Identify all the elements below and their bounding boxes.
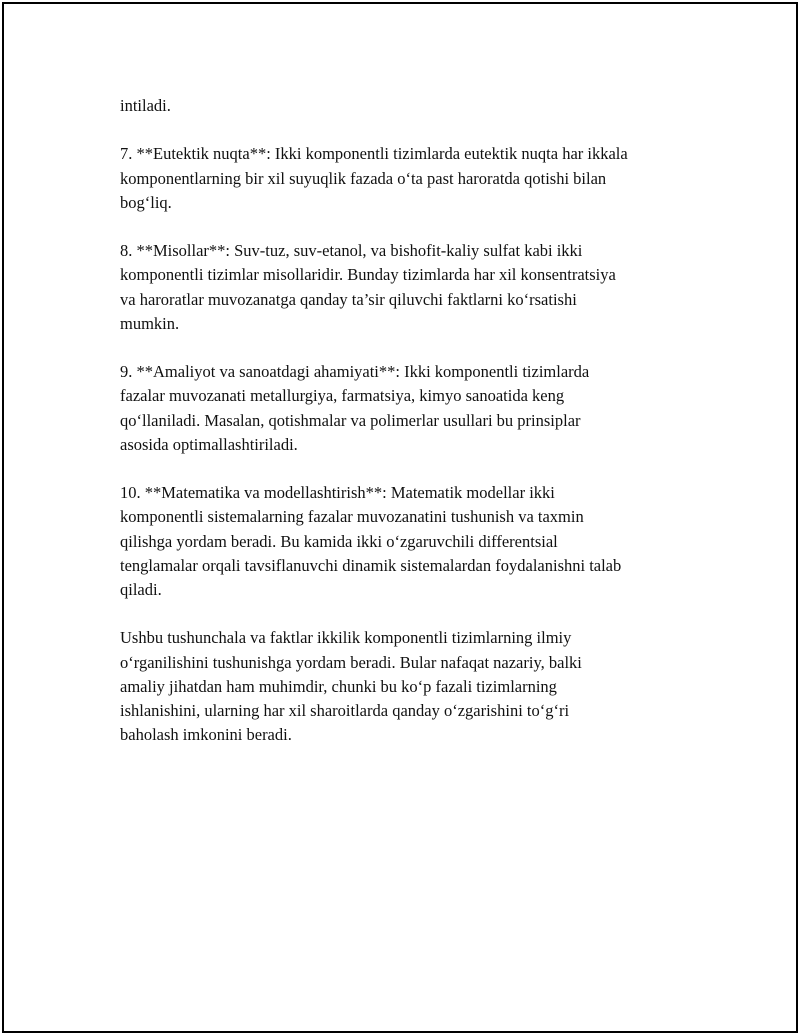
text-line: asosida optimallashtiriladi.: [120, 434, 298, 454]
paragraph-item-8: [120, 239, 690, 336]
text-line: 7. **Eutektik nuqta**: Ikki komponentli tizimlarda eutektik nuqta har ikkala: [120, 144, 628, 164]
text-line: bog‘liq.: [120, 192, 172, 212]
text-line: qiladi.: [120, 580, 162, 599]
text-line: tenglamalar orqali tavsiflanuvchi dinamik sistemalardan foydalanishni talab: [120, 555, 622, 575]
paragraph-item-7: [120, 142, 690, 215]
text-line: komponentlarning bir xil suyuqlik fazada o‘ta past haroratda qotishi bilan: [120, 168, 607, 188]
text-line: ishlanishini, ularning har xil sharoitlarda qanday o‘zgarishini to‘g‘ri: [120, 701, 570, 720]
text-line: mumkin.: [120, 313, 180, 333]
text-line: intiladi.: [120, 96, 171, 115]
text-line: baholash imkonini beradi.: [120, 725, 292, 745]
text-line: 10. **Matematika va modellashtirish**: Matematik modellar ikki: [120, 483, 555, 503]
paragraph-conclusion: [120, 626, 690, 747]
text-line: qo‘llaniladi. Masalan, qotishmalar va polimerlar usullari bu prinsiplar: [120, 410, 581, 430]
page-frame: [2, 2, 798, 1033]
text-line: o‘rganilishini tushunishga yordam beradi. Bular nafaqat nazariy, balki: [120, 652, 582, 672]
text-line: qilishga yordam beradi. Bu kamida ikki o‘zgaruvchili differentsial: [120, 531, 558, 551]
text-line: 9. **Amaliyot va sanoatdagi ahamiyati**: Ikki komponentli tizimlarda: [120, 362, 590, 382]
paragraph-item-9: [120, 360, 690, 457]
paragraph-item-10: [120, 481, 690, 602]
text-line: Ushbu tushunchala va faktlar ikkilik komponentli tizimlarning ilmiy: [120, 628, 572, 648]
text-line: va haroratlar muvozanatga qanday ta’sir qiluvchi faktlarni ko‘rsatishi: [120, 289, 577, 309]
text-line: fazalar muvozanati metallurgiya, farmatsiya, kimyo sanoatida keng: [120, 386, 565, 406]
document-body: [120, 94, 690, 772]
text-line: komponentli sistemalarning fazalar muvozanatini tushunish va taxmin: [120, 507, 584, 527]
paragraph-continuation: [120, 94, 690, 118]
text-line: komponentli tizimlar misollaridir. Bunday tizimlarda har xil konsentratsiya: [120, 265, 616, 285]
text-line: 8. **Misollar**: Suv-tuz, suv-etanol, va bishofit-kaliy sulfat kabi ikki: [120, 241, 583, 261]
text-line: amaliy jihatdan ham muhimdir, chunki bu ko‘p fazali tizimlarning: [120, 676, 557, 696]
